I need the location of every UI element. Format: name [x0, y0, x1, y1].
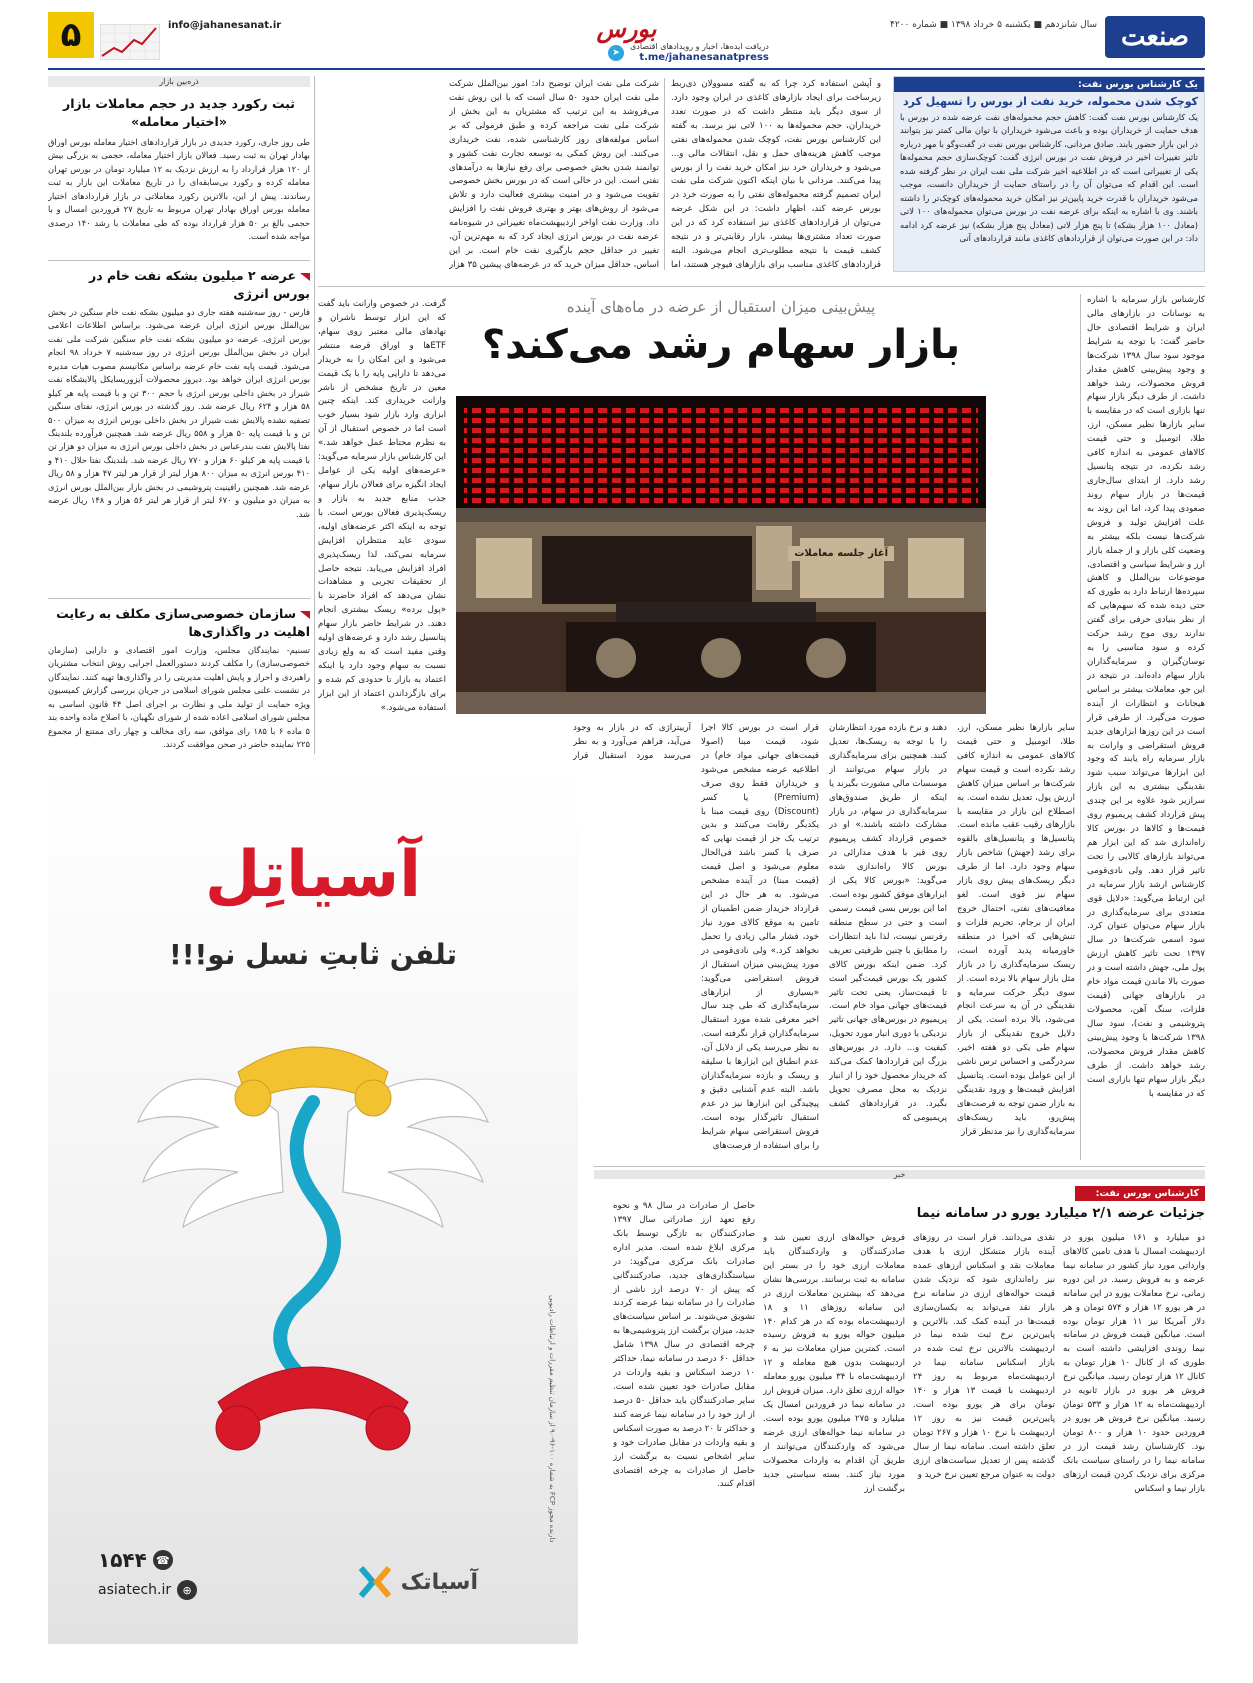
stock-graph-icon	[100, 24, 160, 60]
main-kicker: پیش‌بینی میزان استقبال از عرضه در ماه‌های آینده	[566, 298, 876, 316]
masthead	[48, 10, 1205, 64]
telegram-caption: دریافت ایده‌ها، اخبار و رویدادهای اقتصادی	[630, 42, 769, 51]
globe-icon: ⊕	[177, 1580, 197, 1600]
red-flag-icon	[300, 273, 310, 281]
red-flag-icon	[300, 611, 310, 619]
main-column-1: کارشناس بازار سرمایه با اشاره به نوسانات در بازارهای مالی ایران و شرایط اقتصادی حال حاضر گفت: با توجه به شرایط موجود سود سال ۱۳۹۸ شرکت‌ها و وجود پیش‌بینی کاهش مقدار فروش محصولات، رشد خواهد داشت. از طرف دیگر بازار سهام تنها بازاری است که در مقایسه با سایر بازارها نظیر مسکن، ارز، طلا، اتومبیل و حتی قیمت کالاهای عمومی به اندازه کافی رشد نکرده، در نتیجه پتانسیل رشد دارد. از ابتدای سال‌جاری قیمت‌ها در بازار سهام روند صعودی پیدا کرد، اما این روند به علت افزایش تولید و فروش شرکت‌ها نیست بلکه بیشتر به وضعیت کلی بازار و از جمله بازار ارز و شرایط سیاسی و اقتصادی، موضوعات بین‌الملل و کاهش سپرده‌ها ارتباط دارد به طوری که حتی دیده شده که سهم‌هایی که از نظر بنیادی حرفی برای گفتن ندارند روی موج رشد حرکت کرده و سود مناسبی را به نوسان‌گیران و سرمایه‌گذاران بازار سهام داده‌اند. در نتیجه در این جو، معاملات بیشتر بر اساس هیجانات و انتظارات از آینده صورت می‌گیرد. از طرفی قرار است در این روزها ابزارهای جدید فروش استقراضی و وارانت به بازار سرمایه راه یابند که وجود این ابزارها می‌تواند سبب شود نقدینگی بیشتری به این بازار سرازیر شود علاوه بر این چندی پیش قرارداد کشف پریمیوم روی قیمت‌ها و کالاها در بورس کالا راه‌اندازی شد که این ابزار هم می‌تواند بازارهای کالایی را تحت تاثیر قرار دهد. ولی نادی‌قومی کارشناس ارشد بازار سرمایه در این ارتباط می‌گوید: «دلایل قوی متعددی برای سرمایه‌گذاری در بازار سهام می‌توان عنوان کرد. سود اسمی شرکت‌ها در سال ۱۳۹۷ تحت تاثیر کاهش ارزش پول ملی، جهش داشته است و در صورت بالا ماندن قیمت مواد خام در بازارهای جهانی (قیمت فلزات، سنگ آهن، محصولات پتروشیمی و نفت)، سود سال ۱۳۹۸ شرکت‌ها با وجود پیش‌بینی کاهش مقدار فروش محصولات، رشد خواهد داشت. از طرف دیگر بازار سهام تنها بازاری است که در مقایسه با	[1087, 295, 1205, 1099]
newspaper-logo: صنعت	[1105, 16, 1205, 58]
top-column-2: شرکت ملی نفت ایران توضیح داد: امور بین‌الملل شرکت ملی نفت ایران حدود ۵۰ سال است که با این روش نفت می‌فروشد به این ترتیب که مشتریان به این بخش از شرکت ملی نفت مراجعه کرده و طبق فرمولی که بر اساس مولفه‌های روز کارشناسی شده، نفت خریداری می‌کنند. این روش کمکی به توسعه تجارت نفت کشور و توانمند شدن بخش خصوصی برای رفع نیازها به درآمدهای نفتی است. این در حالی است که در بورس بخش خصوصی تقویت می‌شود و در امنیت بیشتری فعالیت دارد و تلاش می‌شود از روش‌های بهتر و بهتری فروش نفت را افزایش داد. وزارت نفت اواخر اردیبهشت‌ماه تغییراتی در شیوه‌نامه عرضه نفت در بورس انرژی ایجاد کرد که به مهم‌ترین آن، تغییر در حداقل حجم بارگیری نفت خام است. بر این اساس، حداقل میزان خرید که در عرضه‌های پیشین ۳۵ هزار	[449, 79, 659, 270]
ad-website[interactable]: ⊕ asiatech.ir	[98, 1580, 197, 1600]
contact-email[interactable]: info@jahanesanat.ir	[168, 20, 282, 31]
ad-phone[interactable]: ☎ ۱۵۴۴	[98, 1548, 173, 1572]
main-column-4: قرار است در بورس کالا اجرا شود، قیمت مبنا (اصولا قیمت‌های جهانی مواد خام) در اطلاعیه عرضه مشخص می‌شود و خریداران فقط روی صرف (Premium) یا کسر (Discount) روی قیمت مبنا با یکدیگر رقابت می‌کنند و بدین ترتیب یک جز از قیمت نهایی که صرف یا کسر باشد فی‌الحال معلوم می‌شود و اصل قیمت (قیمت مبنا) در آینده مشخص می‌شود. به هر حال در این قرارداد خریدار ضمن اطمینان از تامین به موقع کالای مورد نیاز خود، فشار مالی زیادی را تحمل نخواهد کرد.» ولی نادی‌قومی در مورد پیش‌بینی میزان استقبال از فروش استقراضی می‌گوید: «بسیاری از ابزارهای سرمایه‌گذاری که طی چند سال اخیر معرفی شده مورد استقبال سرمایه‌گذاران قرار نگرفته است. به نظر می‌رسد یکی از دلایل آن، عدم انطباق این ابزارها با سلیقه و ریسک و بازده سرمایه‌گذاران باشد. البته عدم آشنایی دقیق و پیچیدگی این ابزارها نیز در عدم استقبال تاثیرگذار بوده است. فروش استقراضی سهام شرایط را برای استفاده از فرصت‌های	[701, 723, 819, 1151]
asiatech-advertisement[interactable]	[48, 762, 578, 1644]
top-column-1: و آپشن استفاده کرد چرا که به گفته مسوولان ذی‌ربط زیرساخت برای ایجاد بازارهای کاغذی در ایران وجود دارد. از سوی دیگر باید منتظر داشت که در صورت تعدد خریداران، حجم محموله‌ها به ۱۰۰ لاتی نیز برسد. به گفته این کارشناس بورس نفت، کوچک شدن محموله‌های نفتی موجب کاهش هزینه‌های حمل و نقل، انتقالات مالی و... می‌شود و خریداران خرد نیز امکان خرید نفت را از بورس پیدا می‌کنند. مردانی با بیان اینکه اکنون شرکت ملی نفت ایران تصمیم گرفته محموله‌های نفتی را به صورت خرد در بورس عرضه کند، اظهار داشت: در این شکل عرضه می‌توان از قراردادهای کاغذی نیز استفاده کرد که در این صورت تعداد مشتری‌ها بیشتر، بازار رقابتی‌تر و در نتیجه کشف قیمت با نتیجه مطلوب‌تری انجام می‌شود. البته قراردادهای کاغذی مناسب برای بازارهای فیوچر هستند، اما	[671, 79, 881, 270]
section-title: بورس	[596, 14, 657, 43]
sidebar	[48, 76, 310, 754]
ad-brand: آسیاتِل	[204, 838, 422, 912]
bottom-news-tag: خبر	[594, 1170, 1205, 1179]
main-headline: بازار سهام رشد می‌کند؟	[481, 322, 961, 368]
ad-tagline: تلفن ثابتِ نسل نو!!!	[168, 938, 458, 971]
ad-license: دارنده مجوز FCP به شماره ۱۰۰-۹۶-۹۰ از سازمان تنظیم مقررات و ارتباطات رادیویی	[548, 1294, 556, 1542]
sidebar-headline-1: ثبت رکورد جدید در حجم معاملات بازار «اختیار معامله»	[63, 96, 295, 129]
main-column-5: آربیتراژی که در بازار به وجود می‌آید، فراهم می‌آورد و به نظر می‌رسد مورد استقبال قرار	[573, 723, 691, 761]
expert-box	[893, 76, 1205, 272]
sidebar-headline-2: عرضه ۲ میلیون بشکه نفت خام در بورس انرژی	[89, 268, 310, 301]
sidebar-body-3: تسنیم- نمایندگان مجلس، وزارت امور اقتصادی و دارایی (سازمان خصوصی‌سازی) را مکلف کردند دستورالعمل اجرایی روش انتخاب مشتریان راهبردی و احراز و پایش اهلیت مدیریتی را در واگذاری‌ها تهیه کنند. نمایندگان در نشست علنی مجلس شورای اسلامی در جریان بررسی گزارش کمیسیون ویژه حمایت از تولید ملی و نظارت بر اجرای اصل ۴۴ قانون اساسی به مجلس شورای اسلامی اعاده شده از شورای نگهبان، با اصلاح ماده واحده بند ۵ ماده ۶ با ۱۸۵ رای موافق، سه رای مخالف و چهار رای ممتنع از مجموع ۲۲۵ نماینده حاضر در صحن موافقت کردند.	[48, 645, 310, 750]
telegram-handle[interactable]: t.me/jahanesanatpress	[639, 51, 769, 63]
expert-headline: کوچک شدن محموله، خرید نفت از بورس را تسهیل کرد	[903, 95, 1198, 108]
sidebar-body-2: فارس - روز سه‌شنبه هفته جاری دو میلیون بشکه نفت خام سنگین در بخش بین‌الملل بورس انرژی ایران عرضه می‌شود. براساس اطلاعات اعلامی بورس انرژی، عرضه دو میلیون بشکه نفت خام سنگین شرکت ملی نفت ایران در بخش بین‌الملل بورس انرژی در روز سه‌شنبه ۷ خرداد ۹۸ انجام می‌شود. قیمت پایه نفت خام عرضه براساس مکانیسم مصوب هیات مدیره بورس انرژی ایران خواهد بود. دیروز محصولات آیزوریسایکل پالایشگاه نفت شیراز در بخش داخلی بورس انرژی با حجم ۳۰۰ تن و با قیمت پایه هر کیلو ۵۸ هزار و ۶۲۴ ریال عرضه شد. روز گذشته در بورس انرژی، نفتای سنگین تصفیه نشده پالایش نفت شیراز در بخش داخلی بورس انرژی به میزان ۵۰۰ تن و با قیمت پایه ۵۰ هزار و ۵۵۸ ریال عرضه شد. همچنین فرآورده بلندینگ نفتا پالایش نفت بندرعباس در بخش داخلی بورس انرژی به میزان دو هزار تن با قیمت پایه هر کیلو ۶۰ هزار و ۷۷۰ ریال عرضه شد. بلندینگ نفتا حلال ۴۱۰ و ۴۱۰ بورس انرژی به میزان ۸۰۰ هزار لیتر از قرار هر لیتر ۴۷ هزار و ۵۸ ریال عرضه شد. همچنین رافینیت پتروشیمی در بخش بازار بین‌الملل بورس انرژی به میزان دو میلیون و ۶۷۰ لیتر از قرار هر لیتر ۵۶ هزار و ۱۴۸ ریال عرضه شد.	[48, 307, 310, 519]
sidebar-tag: ذره‌بین بازار	[48, 76, 310, 87]
bottom-column-1: دو میلیارد و ۱۶۱ میلیون یورو در اردیبهشت امسال با هدف تامین کالاهای وارداتی مورد نیاز کشور در سامانه نیما عرضه و به فروش رسید. در این دوره زمانی، نرخ معاملات یورو در این سامانه در هر یورو ۱۲ هزار و ۵۷۴ تومان و هر دلار آمریکا نیز ۱۱ هزار تومان بوده است. میانگین قیمت فروش در سامانه نیما روندی افزایشی داشته است به طوری که از کانال ۱۰ هزار تومان به کانال ۱۲ هزار تومان رسید. میانگین نرخ فروش هر یورو در بازار ثانویه در اردیبهشت‌ماه به ۱۲ هزار و ۵۳۳ تومان رسید. میانگین نرخ فروش هر یورو در فروردین حدود ۱۰ هزار و ۸۰۰ تومان بود. کارشناسان رشد قیمت ارز در سامانه نیما را در راستای سیاست بانک مرکزی برای نزدیک کردن قیمت ارزهای بازار نیما و اسکناس	[1063, 1233, 1205, 1494]
bottom-column-2: نقدی می‌دانند. قرار است در روزهای آینده بازار متشکل ارزی با هدف معاملات نقد و اسکناس ارزهای عمده نیز راه‌اندازی شود که نزدیک شدن قیمت حواله‌های ارزی در سامانه نرخ بازار نقد می‌تواند به یکسان‌سازی قیمت‌ها در آینده کمک کند. بالاترین و پایین‌ترین نرخ ثبت شده نیما در اردیبهشت بالاترین نرخ ثبت شده در بازار اسکناس سامانه نیما در اردیبهشت‌ماه مربوط به روز ۲۴ اردیبهشت با قیمت ۱۳ هزار و ۱۴۰ تومان برای هر یورو بوده است. پایین‌ترین قیمت نیز به روز ۱۲ اردیبهشت با نرخ ۱۰ هزار و ۲۶۷ تومان تعلق داشته است. سامانه نیما از سال گذشته پس از تعدیل سیاست‌های ارزی دولت به عنوان مرجع تعیین نرخ خرید و	[913, 1233, 1055, 1480]
board-title: آغاز جلسه معاملات	[788, 546, 894, 561]
bottom-column-4: حاصل از صادرات در سال ۹۸ و نحوه رفع تعهد ارز صادراتی سال ۱۳۹۷ صادرکنندگان به تازگی توسط بانک مرکزی ابلاغ شده است. مدیر اداره صادرات بانک مرکزی می‌گوید: در سیاستگذاری‌های جدید، صادرکنندگانی که پیش از ۷۰ درصد ارز ناشی از صادرات را در سامانه نیما عرضه کردند تشویق می‌شوند. بر اساس سیاست‌های جدید، میزان برگشت ارز پتروشیمی‌ها به چرخه اقتصادی در سال ۱۳۹۸ شامل حداقل ۶۰ درصد در سامانه نیما، حداکثر ۱۰ درصد اسکناس و بقیه واردات در مقابل صادرات خود تعیین شده است. سایر صادرکنندگان باید حداقل ۵۰ درصد از ارز خود را در سامانه نیما عرضه کنند و حداکثر تا ۲۰ درصد به صورت اسکناس و بقیه واردات در مقابل صادرات خود و سایر اشخاص نسبت به برگشت ارز حاصل از صادرات به چرخه اقتصادی اقدام کنند.	[613, 1201, 755, 1490]
bottom-news-headline: جزئیات عرضه ۲/۱ میلیارد یورو در سامانه نیما	[916, 1206, 1205, 1221]
trading-hall-illustration	[456, 396, 986, 714]
ad-logo: آسیاتک	[357, 1564, 478, 1600]
sidebar-headline-3: سازمان خصوصی‌سازی مکلف به رعایت اهلیت در واگذاری‌ها	[56, 606, 310, 639]
issue-info: سال شانزدهم ■ یکشنبه ۵ خرداد ۱۳۹۸ ■ شماره ۴۲۰۰	[890, 20, 1097, 30]
bottom-news-label: کارشناس بورس نفت:	[1075, 1186, 1205, 1201]
header-divider	[48, 68, 1205, 70]
telegram-promo[interactable]	[608, 42, 769, 64]
sidebar-body-1: طی روز جاری، رکورد جدیدی در بازار قراردادهای اختیار معامله بورس اوراق بهادار تهران به ثبت رسید. فعالان بازار اختیار معامله، حجمی به بزرگی بیش از ۱۲۰ هزار قرارداد را به ارزش نزدیک به ۱۲ میلیارد تومان در بورس تهران معامله کرده و رکورد بی‌سابقه‌ای را در تاریخ معاملات این بازار به ثبت رساندند. پیش از این، بالاترین رکورد معاملاتی در بازار قراردادهای اختیار معامله بورس اوراق بهادار تهران مربوط به تاریخ ۲۷ فروردین امسال و با حجمی بالغ بر ۵۰ هزار قرارداد بوده که طی معاملات با رشد ۱۴۰ درصدی مواجه شده است.	[48, 137, 310, 242]
main-column-6: گرفت. در خصوص وارانت باید گفت که این ابزار توسط ناشران و نهادهای مالی معتبر روی سهام، ETFها و اوراق قرضه منتشر می‌شود و این امکان را به خریدار می‌دهد تا دارایی پایه را با یک قیمت معین در تاریخ مشخص از ناشر وارانت خریداری کند. اینکه چنین ابزاری وارد بازار شود بسیار خوب است اما در خصوص استقبال از آن به نظرم محتاط عمل خواهد شد.» این کارشناس بازار سرمایه می‌گوید: «عرضه‌های اولیه یکی از عوامل ایجاد انگیزه برای فعالان بازار سهام، جذب منابع جدید به بازار و ریسک‌پذیری فعالان بورس است. با توجه به اینکه اکثر عرضه‌های اولیه، سودی عاید منتظران افزایش سرمایه نمی‌کند، لذا ریسک‌پذیری افراد افزایش می‌یابد. نتیجه حاصل از تحقیقات تجربی و مشاهدات نشان می‌دهد که افراد حاضرند با «پول برده» ریسک بیشتری انجام دهند. در شرایط حاضر بازار سهام پتانسیل رشد دارد و عرضه‌های اولیه وقتی مفید است که به ولع زیادی نسبت به سهام وجود دارد یا اینکه اعتماد به بازار تا حدودی کم شده و برای بازگرداندن اعتماد از این ابزار استفاده می‌شود.»	[318, 299, 446, 713]
bottom-column-3: فروش حواله‌های ارزی تعیین شد و صادرکنندگان و واردکنندگان باید معاملات ارزی خود را در بستر این سامانه به ثبت برسانند. بررسی‌ها نشان می‌دهد که بیشترین معاملات ارزی در این سامانه روزهای ۱۱ و ۱۸ اردیبهشت‌ماه بوده که در هر کدام ۱۴۰ میلیون حواله یورو به فروش رسیده است. کمترین میزان معاملات نیز به ۶ اردیبهشت بدون هیچ معامله و ۱۲ اردیبهشت‌ماه با ۳۴ میلیون یورو معامله حواله ارزی تعلق دارد. میزان فروش ارز در سامانه نیما در فروردین امسال یک میلیارد و ۲۷۵ میلیون یورو بوده است. در سامانه نیما حواله‌های ارزی عرضه می‌شود که واردکنندگان می‌توانند از طریق آن اقدام به واردات محصولات مورد نیاز کنند. بسته سیاستی جدید برگشت ارز	[763, 1233, 905, 1494]
telegram-icon: ➤	[608, 45, 624, 61]
expert-body: یک کارشناس بورس نفت گفت: کاهش حجم محموله‌های نفت عرضه شده در بورس با هدف حمایت از خریداران بوده و باعث می‌شود خریداران با توان مالی کمتر نیز بتوانند در این بازار حضور یابند. صادق مردانی، کارشناس بورس نفت در گفت‌وگو با مهر درباره تاثیر تغییرات اخیر در فروش نفت در بورس انرژی گفت: کوچک‌سازی حجم محموله‌ها یکی از تغییراتی است که در اطلاعیه اخیر شرکت ملی نفت ایران در نظر گرفته شده است. این اقدام که می‌توان آن را در راستای حمایت از خریداران دانست، موجب می‌شود خریداران با قدرت خرید پایین‌تر نیز امکان خرید محموله‌های کوچک‌تر را داشته باشند. وی با اشاره به اینکه برای عرضه نفت در بورس می‌توان محموله‌های ۱۰۰ لاتی (معادل ۱۰۰ هزار بشکه) تا پنج هزار لاتی (معادل پنج هزار بشکه) نیز عرضه کرد ادامه داد: در این صورت می‌توان از قراردادهای کاغذی مانند قراردادهای آتی	[900, 112, 1198, 243]
main-column-3: دهند و نرخ بازده مورد انتظارشان را با توجه به ریسک‌ها، تعدیل کنند. همچنین برای سرمایه‌گذاری در بازار سهام می‌توانند از موسسات مالی مشورت بگیرند یا اینکه از طریق صندوق‌های سرمایه‌گذاری در سهام، در بازار مشارکت داشته باشند.» او در خصوص قرارداد کشف پریمیوم روی قیر با هدف مدارائی در بورس کالا راه‌اندازی شده می‌گوید: «بورس کالا یکی از ابزارهای موفق کشور بوده است. اما این بورس بسی قیمت رسمی است و حتی در سطح منطقه رفرنس نیست، لذا باید انتظارات را مطابق با چنین ظرفیتی تعریف کرد. ضمن اینکه بورس کالای کشور یک بورس قیمت‌گیر است تا قیمت‌ساز، یعنی تحت تاثیر قیمت‌های جهانی مواد خام است. پریمیوم در بورس‌های جهانی تاثیر نزدیکی با دوری انبار مورد تحویل، کیفیت و... دارد. در بورس‌های بزرگ این قراردادها کمک می‌کند که خریدار محصول خود را از انبار نزدیک به محل مصرف تحویل بگیرد. در قراردادهای کشف پریمیومی که	[829, 723, 947, 1123]
trading-hall-photo	[456, 396, 986, 714]
expert-label: یک کارشناس بورس نفت:	[894, 77, 1204, 92]
main-column-2: سایر بازارها نظیر مسکن، ارز، طلا، اتومبیل و حتی قیمت کالاهای عمومی به اندازه کافی رشد نکرده است و قیمت سهام شرکت‌ها بر اساس میزان کاهش ارزش پول، تعدیل نشده است. به اصطلاح این بازار در مقایسه با بازارهای رقیب عقب مانده است. پتانسیل‌ها و پتانسیل‌های بالقوه برای رشد (جهش) شاخص بازار سهام وجود دارد. اما از طرف دیگر ریسک‌های پیش روی بازار سهام نیز قوی است. لغو معافیت‌های نفتی، احتمال خروج ایران از برجام، تحریم فلزات و تنش‌هایی که اخیرا در منطقه خاورمیانه پدید آورده است، ریسک سرمایه‌گذاری را در بازار مثل بازار سهام بالا برده است. از سوی دیگر حرکت سرمایه و نقدینگی در آن به سرعت انجام می‌شود، بالا برده است. یکی از دلایل خروج نقدینگی از بازار سهام طی یکی دو هفته اخیر، سردرگمی و احساس ترس ناشی از این عوامل بوده است. پتانسیل افزایش قیمت‌ها و ورود نقدینگی به بازار ضمن توجه به فرصت‌های پیش‌رو، باید ریسک‌های سرمایه‌گذاری را نیز مدنظر قرار	[957, 723, 1075, 1137]
page-number: ۵	[48, 12, 94, 58]
phone-icon: ☎	[153, 1550, 173, 1570]
asiatech-x-icon	[357, 1564, 393, 1600]
winged-phone-illustration	[128, 1002, 498, 1462]
